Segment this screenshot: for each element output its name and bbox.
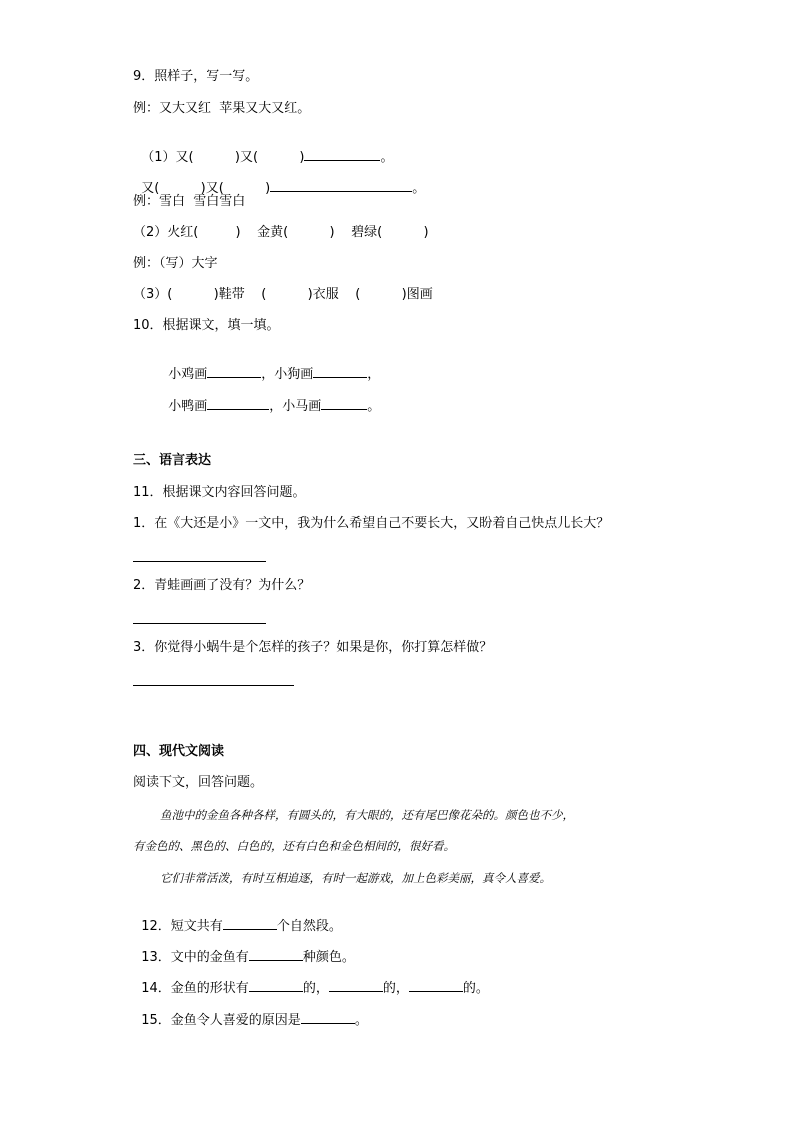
q13 (133, 932, 355, 966)
passage-line-1: 鱼池中的金鱼各种各样，有圆头的，有大眼的，还有尾巴像花朵的。颜色也不少， (160, 808, 574, 822)
answer-blank (207, 397, 269, 410)
q14-end: 的。 (462, 981, 489, 996)
q10-puppy-label: ，小狗画 (261, 367, 314, 382)
passage-line-3: 它们非常活泼，有时互相追逐，有时一起游戏，加上色彩美丽，真令人喜爱。 (160, 871, 551, 885)
q10-row-2-end: 。 (367, 399, 381, 414)
q9-item-3: （3）( )鞋带 ( )衣服 ( )图画 (133, 287, 433, 302)
passage-line-2: 有金色的、黑色的、白色的，还有白色和金色相间的，很好看。 (133, 839, 455, 853)
reading-instruction: 阅读下文，回答问题。 (133, 775, 264, 790)
q10-row-2 (160, 381, 380, 415)
answer-blank (321, 397, 367, 410)
answer-blank (249, 948, 303, 961)
answer-line (133, 623, 266, 624)
q9-example-3: 例：（写）大字 (133, 256, 218, 271)
answer-blank (270, 179, 412, 192)
q9-item-1b (133, 163, 425, 197)
q10-row-1 (160, 349, 380, 383)
q14 (133, 963, 489, 997)
q10-title: 10．根据课文，填一填。 (133, 318, 280, 333)
q9-item-1a-text: （1）又( )又( ) (141, 150, 305, 165)
q10-row-1-end: ， (367, 367, 381, 382)
q11-sub-2: 2．青蛙画画了没有？为什么？ (133, 578, 311, 593)
answer-blank (304, 148, 380, 161)
q10-chick-label: 小鸡画 (168, 367, 208, 382)
q9-item-2: （2）火红( ) 金黄( ) 碧绿( ) (133, 225, 429, 240)
section-4-heading: 四、现代文阅读 (133, 744, 225, 759)
q14-sep-2: 的， (382, 981, 409, 996)
answer-blank (301, 1011, 355, 1024)
q12-end: 个自然段。 (276, 919, 342, 934)
section-3-heading: 三、语言表达 (133, 453, 212, 468)
q9-item-1a (133, 132, 394, 166)
q12-text: 12．短文共有 (141, 919, 223, 934)
answer-line (133, 561, 266, 562)
q15 (133, 995, 368, 1029)
q11-sub-1: 1．在《大还是小》一文中，我为什么希望自己不要长大，又盼着自己快点儿长大？ (133, 516, 610, 531)
answer-blank (409, 979, 463, 992)
q11-sub-3: 3．你觉得小蜗牛是个怎样的孩子？如果是你，你打算怎样做？ (133, 640, 493, 655)
answer-blank (313, 365, 367, 378)
answer-blank (223, 917, 277, 930)
q12 (133, 901, 342, 935)
q10-duck-label: 小鸭画 (168, 399, 208, 414)
q9-example-2: 例：雪白 雪白雪白 (133, 194, 246, 209)
answer-line (133, 685, 294, 686)
answer-blank (207, 365, 261, 378)
answer-blank (329, 979, 383, 992)
q9-example-1: 例：又大又红 苹果又大又红。 (133, 101, 311, 116)
q9-item-1b-end: 。 (412, 181, 426, 196)
q14-sep-1: 的， (302, 981, 329, 996)
q10-horse-label: ，小马画 (269, 399, 322, 414)
answer-blank (249, 979, 303, 992)
q15-end: 。 (354, 1013, 368, 1028)
q9-title: 9．照样子，写一写。 (133, 69, 259, 84)
q11-title: 11．根据课文内容回答问题。 (133, 485, 306, 500)
q13-text: 13．文中的金鱼有 (141, 950, 249, 965)
q14-text: 14．金鱼的形状有 (141, 981, 249, 996)
q13-end: 种颜色。 (302, 950, 355, 965)
q9-item-1b-text: 又( )又( ) (141, 181, 271, 196)
q15-text: 15．金鱼令人喜爱的原因是 (141, 1013, 301, 1028)
q9-item-1a-end: 。 (380, 150, 394, 165)
